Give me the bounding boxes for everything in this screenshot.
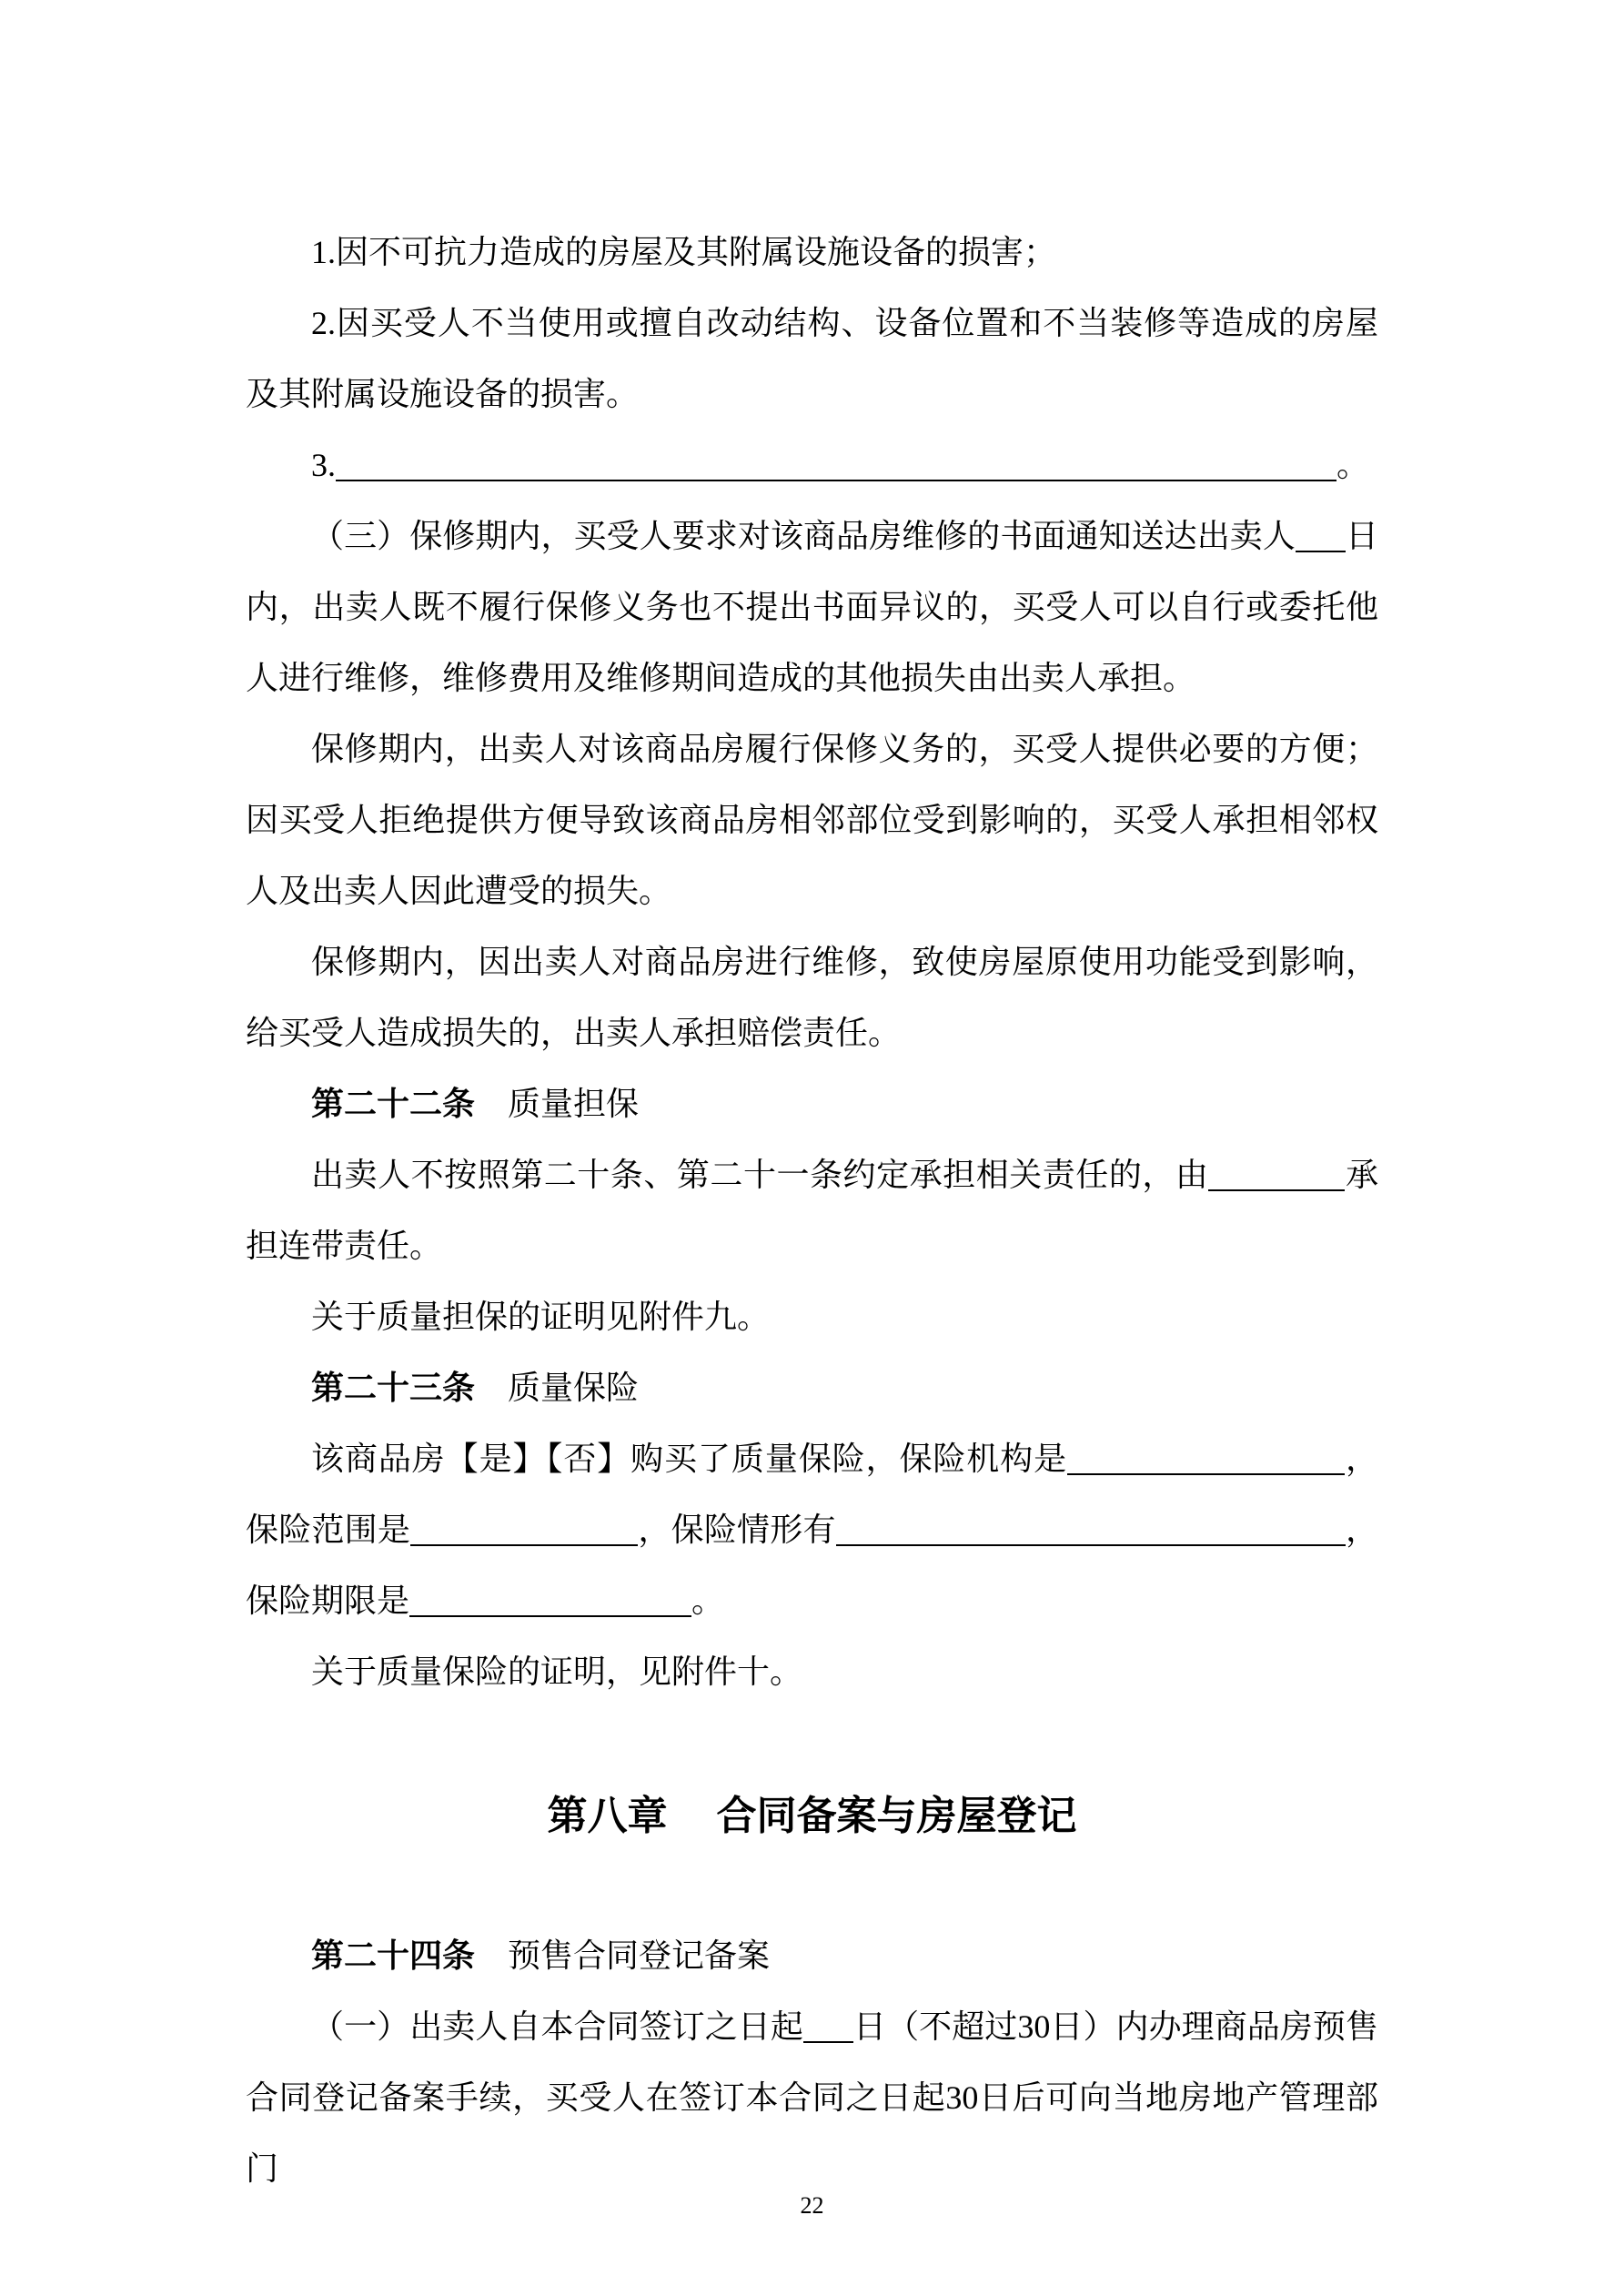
clause-23-heading <box>246 1352 1378 1423</box>
clause-23-text-c: ，保险情形有 <box>638 1512 836 1548</box>
clause-24-title: 预售合同登记备案 <box>508 1937 771 1974</box>
clause-24-text-post: 日（不超过30日）内办理商品房预售合同登记备案手续，买受人在签订本合同之日起30日后可向当地房地产管理部门 <box>246 2008 1378 2187</box>
insurance-agency-blank <box>1067 1444 1345 1475</box>
clause-23-number: 第二十三条 <box>311 1370 476 1406</box>
clause-22-text-pre: 出卖人不按照第二十条、第二十一条约定承担相关责任的，由 <box>311 1157 1209 1193</box>
page-number: 22 <box>800 2192 824 2219</box>
clause-22-title: 质量担保 <box>508 1086 640 1122</box>
clause-24-number: 第二十四条 <box>311 1937 476 1974</box>
insurance-situation-blank <box>836 1515 1346 1546</box>
chapter-8-heading <box>246 1771 1378 1862</box>
clause-23-title: 质量保险 <box>508 1370 640 1406</box>
clause-22-heading <box>246 1068 1378 1139</box>
clause-23-text-a: 该商品房【是】【否】购买了质量保险，保险机构是 <box>311 1441 1068 1477</box>
filing-days-blank <box>803 2012 853 2043</box>
warranty-item-3 <box>246 501 1378 713</box>
warranty-para-2: 保修期内，因出卖人对商品房进行维修，致使房屋原使用功能受到影响，给买受人造成损失的，出卖人承担赔偿责任。 <box>246 944 1378 1051</box>
clause-22-number: 第二十二条 <box>311 1086 476 1122</box>
clause-23-text-d: ，保险期限是 <box>246 1512 1378 1619</box>
clause-23-note: 关于质量保险的证明，见附件十。 <box>311 1654 803 1690</box>
warranty-item-3-text-post: 日内，出卖人既不履行保修义务也不提出书面异议的，买受人可以自行或委托他人进行维修，维修费用及维修期间造成的其他损失由出卖人承担。 <box>246 518 1378 696</box>
exclusion-item-2: 2.因买受人不当使用或擅自改动结构、设备位置和不当装修等造成的房屋及其附属设施设备的损害。 <box>246 305 1378 412</box>
blank-line <box>336 450 1337 481</box>
clause-23-text-e: 。 <box>691 1583 725 1619</box>
chapter-8-title: 合同备案与房屋登记 <box>716 1794 1077 1838</box>
clause-23-paragraph <box>246 1423 1378 1636</box>
exclusion-item-3 <box>246 430 1378 501</box>
insurance-term-blank <box>409 1586 691 1617</box>
liable-party-blank <box>1208 1160 1345 1191</box>
exclusion-item-1: 1.因不可抗力造成的房屋及其附属设施设备的损害； <box>311 234 1057 270</box>
warranty-para-1: 保修期内，出卖人对该商品房履行保修义务的，买受人提供必要的方便；因买受人拒绝提供方便导致该商品房相邻部位受到影响的，买受人承担相邻权人及出卖人因此遭受的损失。 <box>246 731 1378 909</box>
exclusion-item-3-period: 。 <box>1337 447 1370 483</box>
clause-24-text-pre: （一）出卖人自本合同签订之日起 <box>311 2008 803 2045</box>
notice-days-blank <box>1296 521 1346 552</box>
insurance-scope-blank <box>410 1515 638 1546</box>
clause-22-text-post: 承担连带责任。 <box>246 1157 1378 1264</box>
exclusion-item-3-label: 3. <box>311 447 336 483</box>
warranty-item-3-text-pre: （三）保修期内，买受人要求对该商品房维修的书面通知送达出卖人 <box>311 518 1296 554</box>
clause-24-paragraph-1 <box>246 1991 1378 2204</box>
chapter-8-number: 第八章 <box>547 1794 668 1838</box>
clause-23-text-b: ，保险范围是 <box>246 1441 1378 1548</box>
clause-22-note: 关于质量担保的证明见附件九。 <box>311 1299 771 1335</box>
clause-24-heading <box>246 1920 1378 1991</box>
clause-22-paragraph <box>246 1139 1378 1281</box>
